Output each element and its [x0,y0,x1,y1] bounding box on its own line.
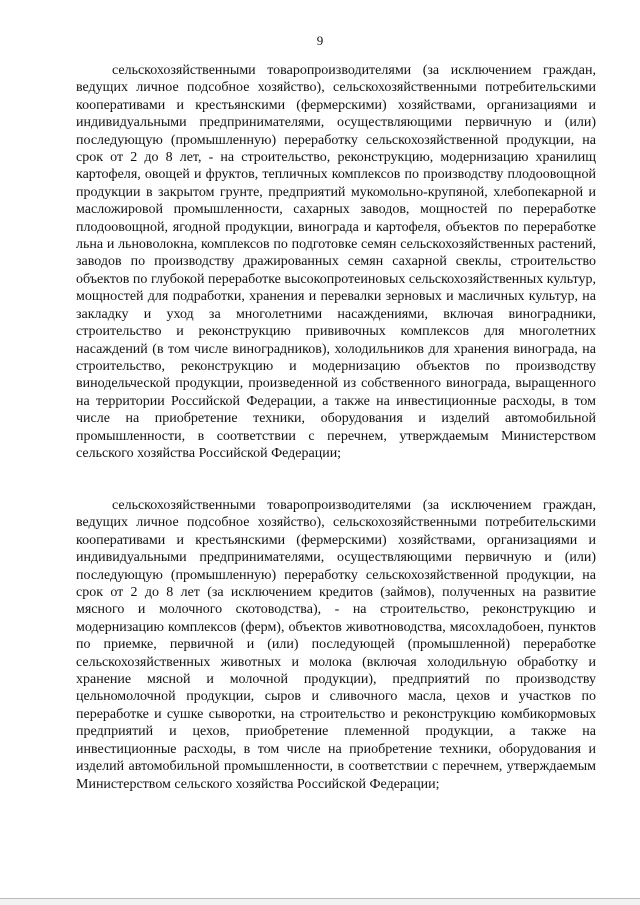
body-paragraph: сельскохозяйственными товаропроизводителями (за исключением граждан, ведущих личное подсобное хозяйство), сельскохозяйственными потребительскими кооперативами и крестьянскими (фермерскими) хозяйствами, организациями и индивидуальными предпринимателями, осуществляющими первичную и (или) последующую (промышленную) переработку сельскохозяйственной продукции, на срок от 2 до 8 лет, - на строительство, реконструкцию, модернизацию хранилищ картофеля, овощей и фруктов, тепличных комплексов по производству плодоовощной продукции в закрытом грунте, предприятий мукомольно-крупяной, хлебопекарной и масложировой промышленности, сахарных заводов, мощностей по переработке плодоовощной, ягодной продукции, винограда и картофеля, объектов по переработке льна и льноволокна, комплексов по подготовке семян сельскохозяйственных растений, заводов по производству дражированных семян сахарной свеклы, строительство объектов по глубокой переработке высокопротеиновых сельскохозяйственных культур, мощностей для подработки, хранения и перевалки зерновых и масличных культур, на закладку и уход за многолетними насаждениями, включая виноградники, строительство и реконструкцию прививочных комплексов для многолетних насаждений (в том числе виноградников), холодильников для хранения винограда, на строительство, реконструкцию и модернизацию объектов по производству винодельческой продукции, произведенной из собственного винограда, выращенного на территории Российской Федерации, а также на инвестиционные расходы, в том числе на приобретение техники, оборудования и изделий автомобильной промышленности, в соответствии с перечнем, утверждаемым Министерством сельского хозяйства Российской Федерации; [76,63,596,461]
body-paragraph: сельскохозяйственными товаропроизводителями (за исключением граждан, ведущих личное подсобное хозяйство), сельскохозяйственными потребительскими кооперативами и крестьянскими (фермерскими) хозяйствами, организациями и индивидуальными предпринимателями, осуществляющими первичную и (или) последующую (промышленную) переработку сельскохозяйственной продукции, на срок от 2 до 8 лет (за исключением кредитов (займов), полученных на развитие мясного и молочного скотоводства), - на строительство, реконструкцию и модернизацию комплексов (ферм), объектов животноводства, мясохладобоен, пунктов по приемке, первичной и (или) последующей (промышленной) переработке сельскохозяйственных животных и молока (включая холодильную обработку и хранение мясной и молочной продукции), предприятий по производству цельномолочной продукции, сыров и сливочного масла, цехов и участков по переработке и сушке сыворотки, на строительство и реконструкцию комбикормовых предприятий и цехов, приобретение племенной продукции, а также на инвестиционные расходы, в том числе на приобретение техники, оборудования и изделий автомобильной промышленности, в соответствии с перечнем, утверждаемым Министерством сельского хозяйства Российской Федерации; [76,498,596,792]
page-number: 9 [316,33,324,48]
scan-bottom-edge [0,898,640,905]
